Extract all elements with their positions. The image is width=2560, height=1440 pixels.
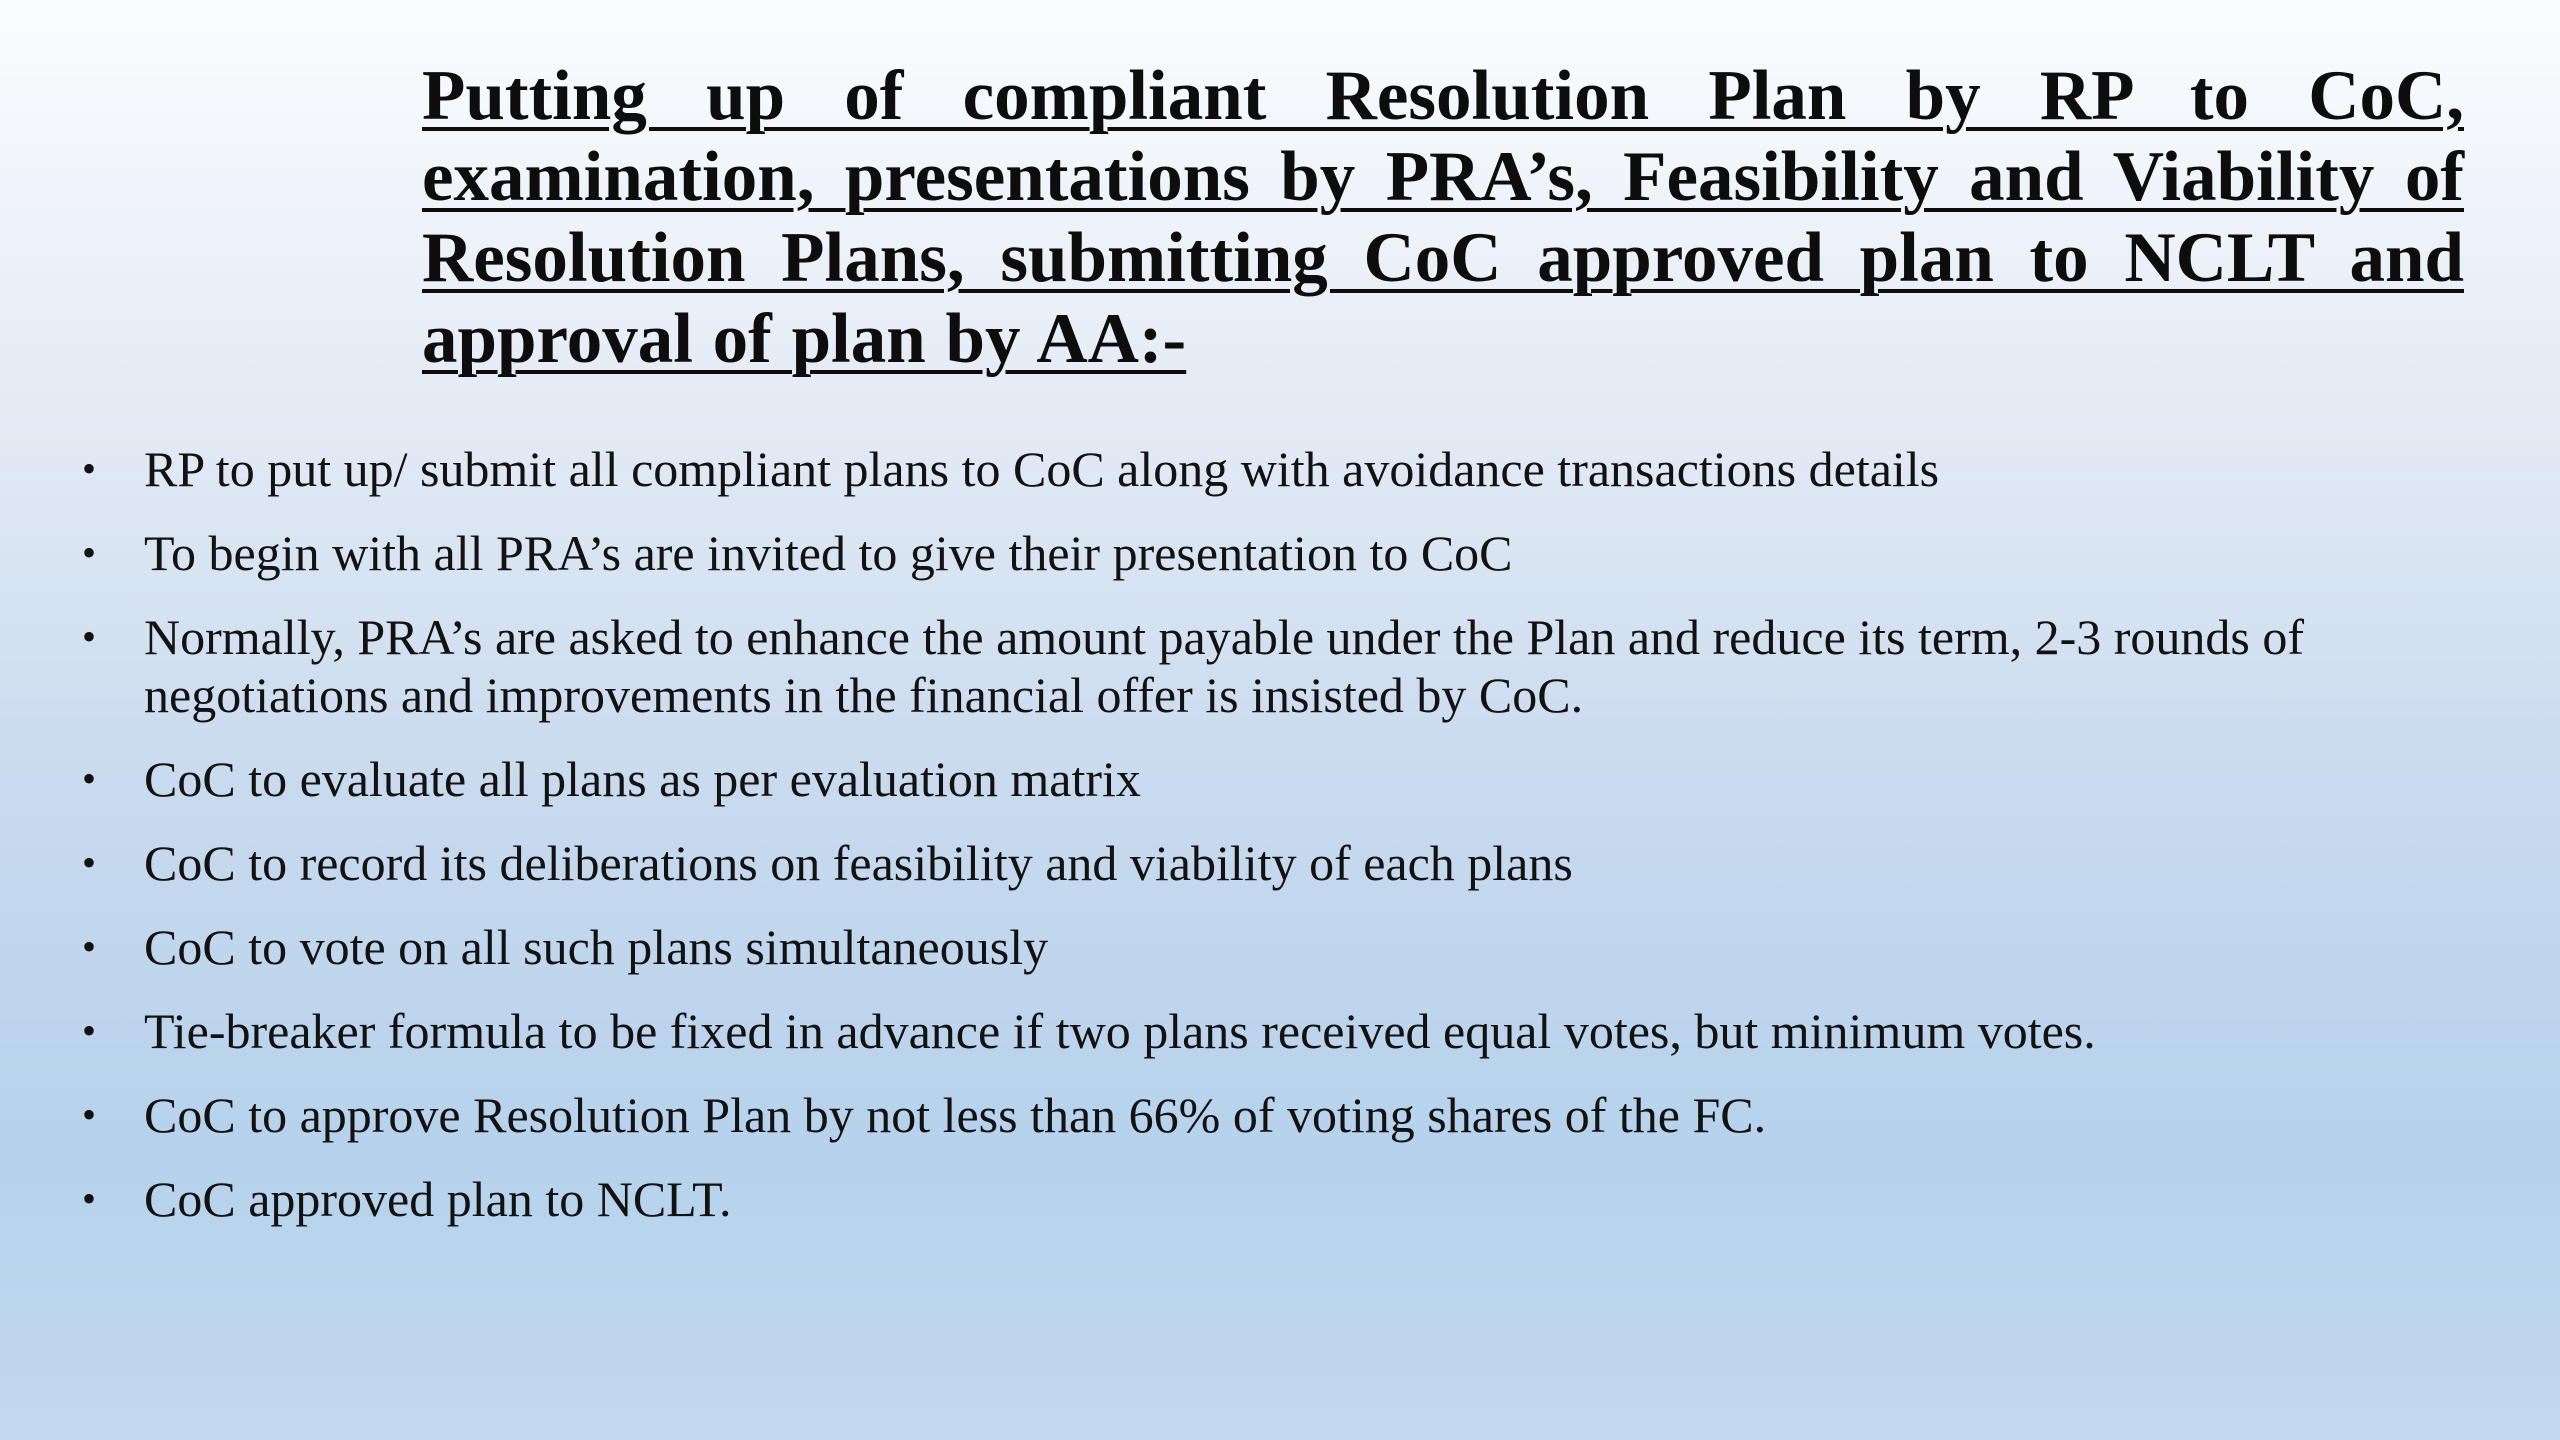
bullet-icon: •: [82, 1176, 97, 1221]
bullet-item: [80, 1086, 2480, 1144]
bullet-item: [80, 750, 2480, 808]
bullet-item: [80, 918, 2480, 976]
bullet-icon: •: [82, 924, 97, 969]
bullet-item: [80, 1002, 2480, 1060]
bullet-text: Tie-breaker formula to be fixed in advance if two plans received equal votes, but minimum votes.: [144, 1003, 2096, 1059]
bullet-text: CoC to approve Resolution Plan by not less than 66% of voting shares of the FC.: [144, 1087, 1767, 1143]
bullet-item: [80, 440, 2480, 498]
bullet-text: CoC approved plan to NCLT.: [144, 1171, 732, 1227]
bullet-item: [80, 524, 2480, 582]
bullet-icon: •: [82, 1008, 97, 1053]
bullet-text: CoC to evaluate all plans as per evaluation matrix: [144, 751, 1141, 807]
bullet-text: To begin with all PRA’s are invited to give their presentation to CoC: [144, 525, 1513, 581]
slide-title: Putting up of compliant Resolution Plan by RP to CoC, examination, presentations by PRA’s, Feasibility and Viability of Resolution Plans, submitting CoC approved plan to NCLT and approval of plan by AA:-: [422, 57, 2464, 378]
bullet-text: Normally, PRA’s are asked to enhance the amount payable under the Plan and reduce its term, 2-3 rounds of negotiations and improvements in the financial offer is insisted by CoC.: [144, 609, 2305, 723]
bullet-icon: •: [82, 614, 97, 659]
bullet-icon: •: [82, 446, 97, 491]
bullet-text: CoC to vote on all such plans simultaneously: [144, 919, 1049, 975]
bullet-icon: •: [82, 840, 97, 885]
bullet-item: [80, 608, 2480, 724]
bullet-text: CoC to record its deliberations on feasibility and viability of each plans: [144, 835, 1573, 891]
bullet-item: [80, 834, 2480, 892]
bullet-item: [80, 1170, 2480, 1228]
bullet-icon: •: [82, 530, 97, 575]
bullet-text: RP to put up/ submit all compliant plans to CoC along with avoidance transactions details: [144, 441, 1940, 497]
bullet-icon: •: [82, 1092, 97, 1137]
bullet-list: [80, 440, 2480, 1254]
bullet-icon: •: [82, 756, 97, 801]
